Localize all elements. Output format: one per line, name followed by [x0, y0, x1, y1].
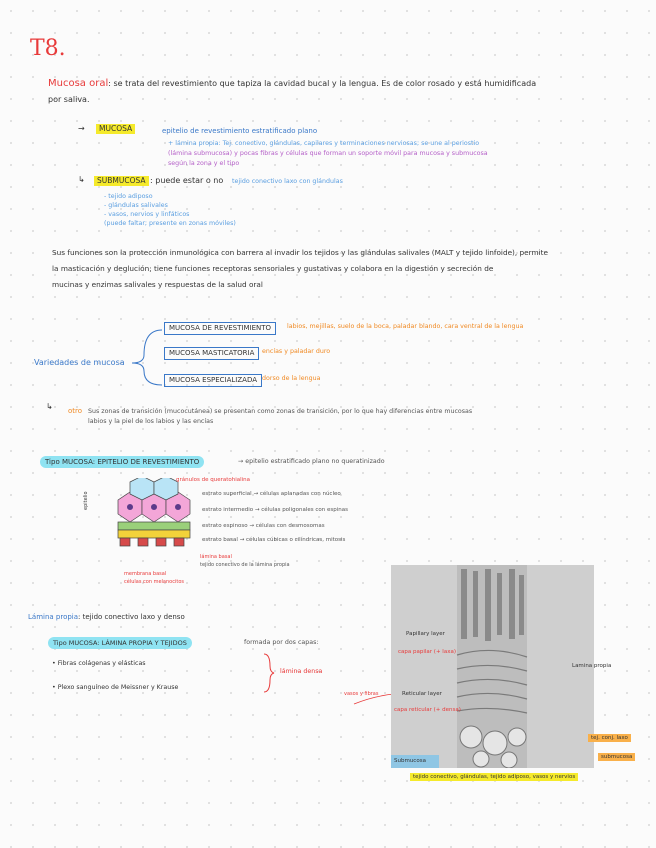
submucosa-arrow-icon: ↳ [78, 175, 85, 184]
variedad-box-masticatoria: MUCOSA MASTICATORIA [164, 347, 259, 360]
micrograph-submucosa-label: Submucosa [394, 758, 426, 764]
page-title: T8. [30, 36, 66, 61]
vasos-label: vasos y fibras [344, 691, 379, 697]
submucosa-item: (puede faltar; presente en zonas móviles) [104, 220, 236, 227]
lamina-propia-side-red: lámina densa [280, 668, 323, 675]
variedades-label: Variedades de mucosa [34, 358, 125, 367]
micrograph-mid-label: Reticular layer [402, 691, 442, 697]
micrograph-caption: tejido conectivo, glándulas, tejido adiposo, vasos y nervios [410, 773, 578, 781]
mucosa-arrow-icon: → [78, 124, 85, 133]
lamina-propia-item: • Fibras colágenas y elásticas [52, 660, 146, 667]
functions-line1: Sus funciones son la protección inmunológica con barrera al invadir los tejidos y las glándulas salivales (MALT y tejido linfoide), permite [52, 248, 549, 257]
side-submucosa: submucosa [598, 753, 635, 761]
submucosa-item: - vasos, nervios y linfáticos [104, 211, 190, 218]
mucosa-note1: + lámina propia: Tej. conectivo, glándulas, capilares y terminaciones nerviosas; se une al periostio [168, 140, 480, 147]
intro-text: : se trata del revestimiento que tapiza la cavidad bucal y la lengua. Es de color rosado y está humidificada [108, 79, 537, 88]
variedades-note-label: otro [68, 407, 83, 415]
micrograph-label-papilar: capa papilar (+ laxa) [398, 649, 456, 655]
lamina-propia-box: Tipo MUCOSA: LÁMINA PROPIA Y TEJIDOS [48, 637, 192, 649]
mucosa-note2: (lámina submucosa) y pocas fibras y células que forman un soporte móvil para mucosa y submucosa [168, 150, 488, 157]
variedades-note-arrow-icon: ↳ [46, 402, 53, 411]
lamina-propia-line [28, 612, 185, 622]
estrato-intermedio: estrato intermedio → células poligonales con espinas [202, 507, 348, 513]
side-tej-conj: tej. conj. laxo [588, 734, 631, 742]
submucosa-text: : puede estar o no [150, 176, 224, 185]
lamina-propia-box-desc: formada por dos capas: [244, 639, 319, 646]
mucosa-note3: según la zona y el tipo [168, 160, 240, 167]
epitelio-desc: → epitelio estratificado plano no queratinizado [238, 458, 385, 465]
variedad-box-especializada: MUCOSA ESPECIALIZADA [164, 374, 262, 387]
lamina-propia-heading: Lámina propia [28, 613, 79, 621]
micrograph-right-label: Lamina propia [572, 663, 612, 669]
epitelio-top-label: gránulos de queratohialina [176, 477, 251, 483]
variedad-desc-revestimiento: labios, mejillas, suelo de la boca, paladar blando, cara ventral de la lengua [287, 323, 524, 330]
micrograph-image [391, 565, 594, 768]
variedades-note: Sus zonas de transición (mucocutánea) se presentan como zonas de transición, por lo que hay diferencias entre mucosas [88, 408, 473, 415]
micrograph-label-reticular: capa reticular (+ densa) [394, 707, 461, 713]
epitelio-bottom-mid2: tejido conectivo de la lámina propia [200, 562, 290, 568]
submucosa-label: SUBMUCOSA [94, 176, 149, 186]
functions-line2: la masticación y deglución; tiene funciones receptoras sensoriales y gustativas y colabora en la digestión y secreción de [52, 264, 494, 273]
lamina-propia-brace-icon [262, 652, 276, 694]
intro-line1 [48, 79, 536, 89]
mucosa-epithelium: epitelio de revestimiento estratificado plano [162, 127, 318, 135]
estrato-espinoso: estrato espinoso → células con desmosomas [202, 523, 325, 529]
intro-heading: Mucosa oral [48, 78, 109, 89]
intro-line2: por saliva. [48, 95, 90, 104]
epitelio-bottom-left1: membrana basal [124, 571, 167, 577]
estrato-basal: estrato basal → células cúbicas o cilíndricas, mitosis [202, 537, 346, 543]
lamina-propia-text: : tejido conectivo laxo y denso [78, 613, 185, 621]
epitelio-bottom-left2: células con melanocitos [124, 579, 184, 585]
variedad-desc-especializada: dorso de la lengua [262, 375, 321, 382]
epitelio-side-label: epitelio [83, 491, 89, 510]
submucosa-item: - tejido adiposo [104, 193, 153, 200]
epitelio-diagram [108, 478, 200, 558]
epitelio-label: Tipo MUCOSA: EPITELIO DE REVESTIMIENTO [40, 456, 204, 468]
variedad-box-revestimiento: MUCOSA DE REVESTIMIENTO [164, 322, 276, 335]
estrato-superficial: estrato superficial → células aplanadas con núcleo [202, 491, 341, 497]
submucosa-note: tejido conectivo laxo con glándulas [232, 178, 343, 185]
variedades-brace-icon [128, 325, 164, 390]
variedades-note2: labios y la piel de los labios y las encías [88, 418, 214, 425]
submucosa-item: - glándulas salivales [104, 202, 168, 209]
lamina-propia-item: • Plexo sanguíneo de Meissner y Krause [52, 684, 179, 691]
variedad-desc-masticatoria: encías y paladar duro [262, 348, 331, 355]
epitelio-bottom-mid: lámina basal [200, 554, 232, 560]
functions-line3: mucinas y enzimas salivales y respuestas de la salud oral [52, 280, 263, 289]
mucosa-label: MUCOSA [96, 124, 135, 134]
micrograph-top-label: Papillary layer [406, 631, 445, 637]
